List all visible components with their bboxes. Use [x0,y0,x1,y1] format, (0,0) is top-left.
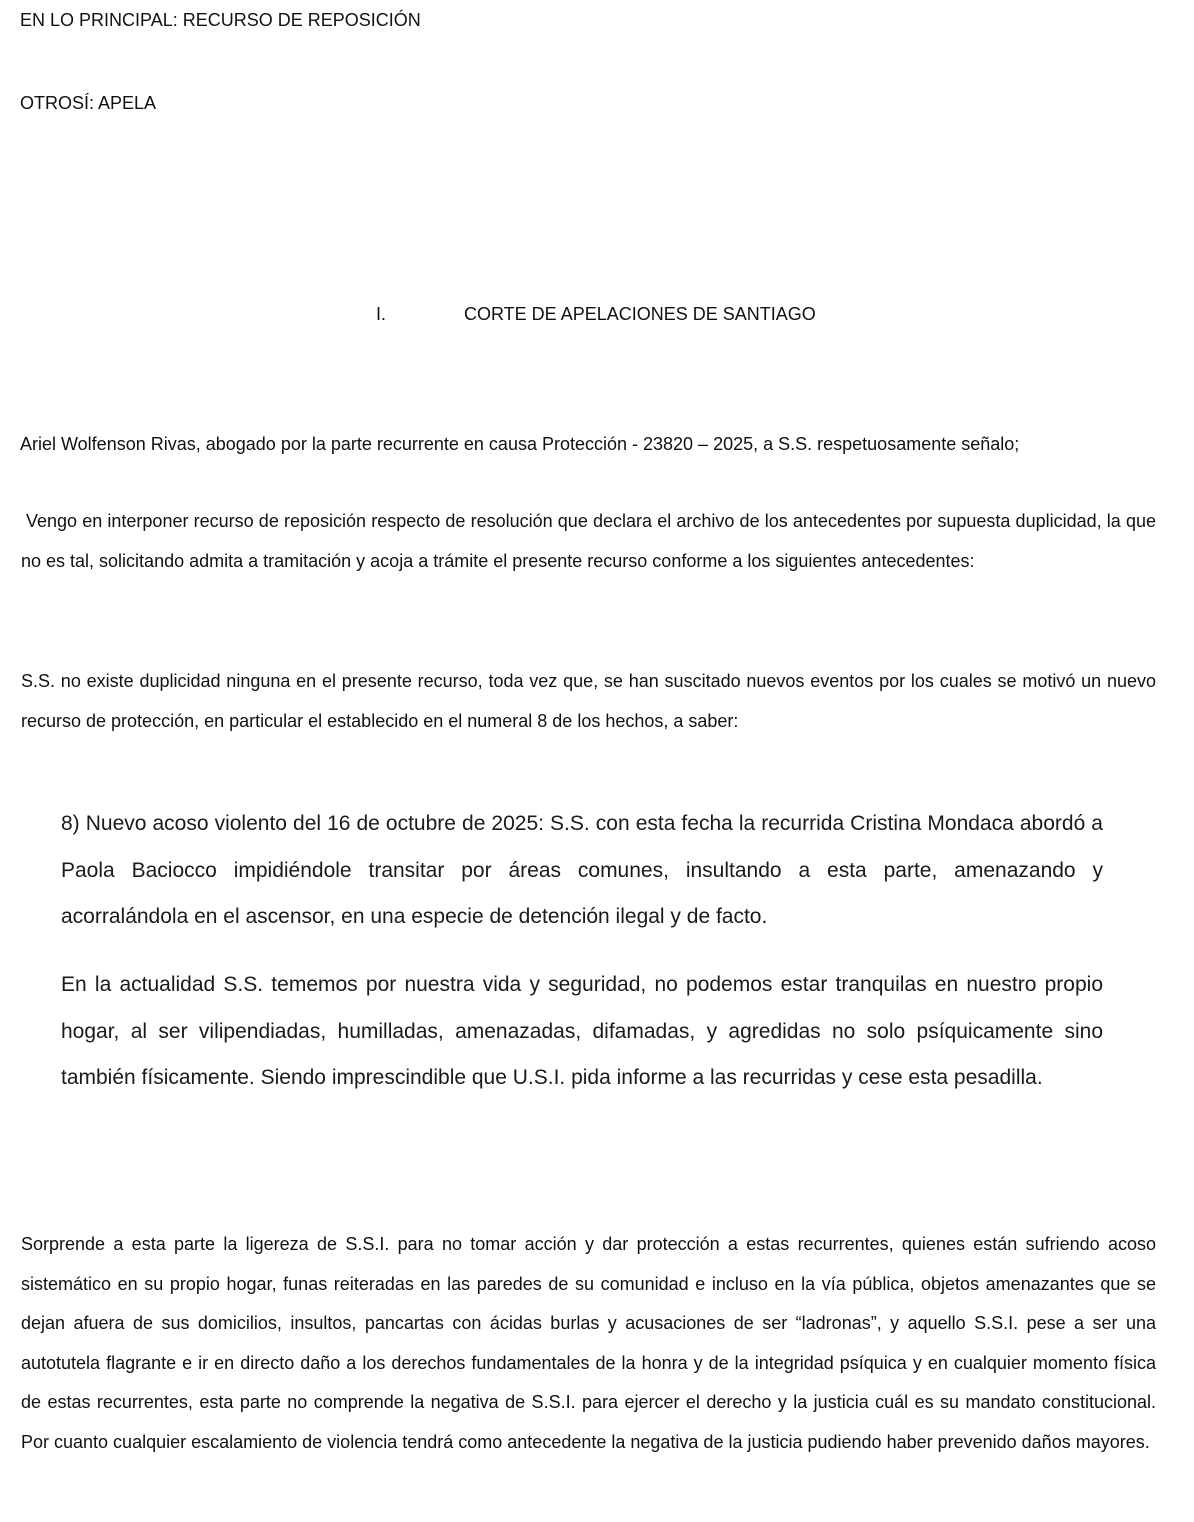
principal-heading: EN LO PRINCIPAL: RECURSO DE REPOSICIÓN [20,10,421,30]
intro-line: Ariel Wolfenson Rivas, abogado por la parte recurrente en causa Protección - 23820 – 2025, a S.S. respetuosamente señalo; [20,434,1020,454]
quote-actualidad: En la actualidad S.S. tememos por nuestra vida y seguridad, no podemos estar tranquilas en nuestro propio hogar, al ser vilipendiadas, humilladas, amenazadas, difamadas, y agredidas no solo psíquicamente sino también físicamente. Siendo imprescindible que U.S.I. pida informe a las recurridas y cese esta pesadilla. [61,973,1103,1089]
court-name: CORTE DE APELACIONES DE SANTIAGO [464,304,816,324]
paragraph-sorprende: Sorprende a esta parte la ligereza de S.S.I. para no tomar acción y dar protección a estas recurrentes, quienes están sufriendo acoso sistemático en su propio hogar, funas reiteradas en las paredes de su comunidad e incluso en la vía pública, objetos amenazantes que se dejan afuera de sus domicilios, insultos, pancartas con ácidas burlas y acusaciones de ser “ladronas”, y aquello S.S.I. pese a ser una autotutela flagrante e ir en directo daño a los derechos fundamentales de la honra y de la integridad psíquica y en cualquier momento física de estas recurrentes, esta parte no comprende la negativa de S.S.I. para ejercer el derecho y la justicia cuál es su mandato constitucional. Por cuanto cualquier escalamiento de violencia tendrá como antecedente la negativa de la justicia pudiendo haber prevenido daños mayores. [21,1234,1156,1452]
quote-hecho-8: 8) Nuevo acoso violento del 16 de octubre de 2025: S.S. con esta fecha la recurrida Cristina Mondaca abordó a Paola Baciocco impidiéndole transitar por áreas comunes, insultando a esta parte, amenazando y acorralándola en el ascensor, en una especie de detención ilegal y de facto. [61,812,1103,928]
court-number: I. [376,304,387,324]
paragraph-duplicidad: S.S. no existe duplicidad ninguna en el presente recurso, toda vez que, se han suscitado nuevos eventos por los cuales se motivó un nuevo recurso de protección, en particular el establecido en el numeral 8 de los hechos, a saber: [21,671,1156,731]
paragraph-reposicion: Vengo en interponer recurso de reposición respecto de resolución que declara el archivo de los antecedentes por supuesta duplicidad, la que no es tal, solicitando admita a tramitación y acoja a trámite el presente recurso conforme a los siguientes antecedentes: [21,511,1156,571]
otrosi-heading: OTROSÍ: APELA [20,93,157,113]
